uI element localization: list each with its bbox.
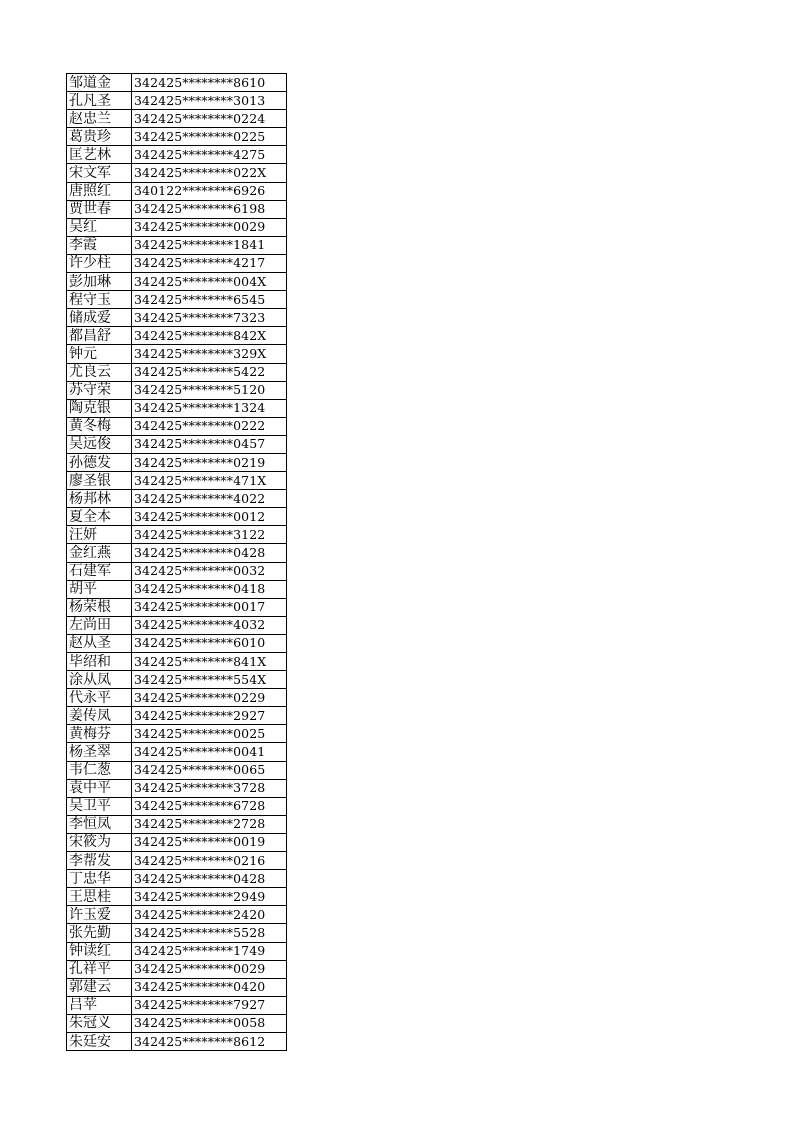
id-number-cell[interactable]: 342425********004X [132,273,287,291]
name-cell[interactable]: 代永平 [67,689,132,707]
table-row [67,1032,287,1050]
id-number-cell[interactable]: 342425********841X [132,653,287,671]
name-cell[interactable]: 左尚田 [67,616,132,634]
name-cell[interactable]: 程守玉 [67,291,132,309]
table-row [67,616,287,634]
id-number-cell[interactable]: 342425********0216 [132,852,287,870]
name-cell[interactable]: 宋筱为 [67,833,132,851]
table-row [67,761,287,779]
table-row [67,634,287,652]
table-row [67,345,287,363]
name-cell[interactable]: 李恒凤 [67,815,132,833]
name-cell[interactable]: 石建军 [67,562,132,580]
table-row [67,254,287,272]
table-row [67,653,287,671]
id-number-cell[interactable]: 342425********0457 [132,435,287,453]
id-number-cell[interactable]: 342425********6728 [132,797,287,815]
name-cell[interactable]: 赵忠兰 [67,110,132,128]
table-row [67,978,287,996]
table-row [67,833,287,851]
id-number-cell[interactable]: 342425********3013 [132,92,287,110]
table-row [67,110,287,128]
name-cell[interactable]: 邹道金 [67,74,132,92]
name-cell[interactable]: 苏守荣 [67,381,132,399]
name-cell[interactable]: 储成爱 [67,309,132,327]
name-cell[interactable]: 郭建云 [67,978,132,996]
name-cell[interactable]: 陶克银 [67,399,132,417]
name-cell[interactable]: 吕苹 [67,996,132,1014]
name-cell[interactable]: 许少柱 [67,254,132,272]
id-number-cell[interactable]: 342425********3728 [132,779,287,797]
id-number-cell[interactable]: 342425********4032 [132,616,287,634]
id-number-cell[interactable]: 342425********5422 [132,363,287,381]
table-row [67,580,287,598]
name-cell[interactable]: 都昌舒 [67,327,132,345]
table-row [67,146,287,164]
id-number-cell[interactable]: 342425********471X [132,472,287,490]
table-row [67,74,287,92]
table-row [67,273,287,291]
id-number-cell[interactable]: 342425********8610 [132,74,287,92]
name-cell[interactable]: 许玉爱 [67,906,132,924]
name-cell[interactable]: 韦仁葱 [67,761,132,779]
name-cell[interactable]: 袁中平 [67,779,132,797]
id-number-cell[interactable]: 342425********0225 [132,128,287,146]
table-row [67,544,287,562]
name-cell[interactable]: 涂从凤 [67,671,132,689]
name-cell[interactable]: 汪妍 [67,526,132,544]
name-cell[interactable]: 唐照红 [67,182,132,200]
table-row [67,92,287,110]
table-row [67,291,287,309]
name-cell[interactable]: 丁忠华 [67,870,132,888]
name-cell[interactable]: 杨荣根 [67,598,132,616]
person-id-table [66,73,287,1051]
id-number-cell[interactable]: 342425********0428 [132,544,287,562]
name-cell[interactable]: 廖圣银 [67,472,132,490]
id-number-cell[interactable]: 342425********0029 [132,218,287,236]
table-row [67,743,287,761]
table-row [67,707,287,725]
id-number-cell[interactable]: 342425********2728 [132,815,287,833]
id-number-cell[interactable]: 342425********0032 [132,562,287,580]
id-number-cell[interactable]: 342425********842X [132,327,287,345]
name-cell[interactable]: 胡平 [67,580,132,598]
table-row [67,508,287,526]
id-number-cell[interactable]: 342425********0058 [132,1014,287,1032]
table-row [67,200,287,218]
id-number-cell[interactable]: 342425********0428 [132,870,287,888]
id-number-cell[interactable]: 342425********1841 [132,236,287,254]
name-cell[interactable]: 彭加琳 [67,273,132,291]
id-number-cell[interactable]: 342425********0219 [132,453,287,471]
id-number-cell[interactable]: 342425********1324 [132,399,287,417]
table-row [67,435,287,453]
table-row [67,399,287,417]
name-cell[interactable]: 匡艺林 [67,146,132,164]
table-row [67,381,287,399]
table-row [67,888,287,906]
name-cell[interactable]: 姜传凤 [67,707,132,725]
table-row [67,852,287,870]
name-cell[interactable]: 朱廷安 [67,1032,132,1050]
id-number-cell[interactable]: 342425********0222 [132,417,287,435]
name-cell[interactable]: 孙德发 [67,453,132,471]
name-cell[interactable]: 钟元 [67,345,132,363]
table-row [67,996,287,1014]
table-row [67,1014,287,1032]
table-row [67,453,287,471]
name-cell[interactable]: 夏全本 [67,508,132,526]
table-row [67,327,287,345]
name-cell[interactable]: 张先勤 [67,924,132,942]
table-row [67,417,287,435]
id-number-cell[interactable]: 342425********0041 [132,743,287,761]
name-cell[interactable]: 黄梅芬 [67,725,132,743]
id-number-cell[interactable]: 342425********4275 [132,146,287,164]
table-row [67,363,287,381]
name-cell[interactable]: 金红燕 [67,544,132,562]
name-cell[interactable]: 王思桂 [67,888,132,906]
name-cell[interactable]: 李霞 [67,236,132,254]
id-number-cell[interactable]: 342425********0029 [132,960,287,978]
id-number-cell[interactable]: 342425********6198 [132,200,287,218]
id-number-cell[interactable]: 342425********4217 [132,254,287,272]
table-row [67,490,287,508]
id-number-cell[interactable]: 342425********0012 [132,508,287,526]
id-number-cell[interactable]: 342425********0025 [132,725,287,743]
name-cell[interactable]: 吴红 [67,218,132,236]
id-number-cell[interactable]: 342425********2949 [132,888,287,906]
name-cell[interactable]: 吴远俊 [67,435,132,453]
table-row [67,924,287,942]
table-row [67,870,287,888]
table-row [67,689,287,707]
name-cell[interactable]: 杨圣翠 [67,743,132,761]
id-number-cell[interactable]: 342425********554X [132,671,287,689]
id-number-cell[interactable]: 342425********8612 [132,1032,287,1050]
table-body [67,74,287,1051]
id-number-cell[interactable]: 342425********022X [132,164,287,182]
id-number-cell[interactable]: 342425********0065 [132,761,287,779]
id-number-cell[interactable]: 342425********329X [132,345,287,363]
id-number-cell[interactable]: 342425********5120 [132,381,287,399]
name-cell[interactable]: 杨邦林 [67,490,132,508]
id-number-cell[interactable]: 342425********0224 [132,110,287,128]
name-cell[interactable]: 孔祥平 [67,960,132,978]
id-number-cell[interactable]: 342425********2927 [132,707,287,725]
name-cell[interactable]: 吴卫平 [67,797,132,815]
id-number-cell[interactable]: 342425********5528 [132,924,287,942]
name-cell[interactable]: 朱冠义 [67,1014,132,1032]
id-number-cell[interactable]: 342425********0420 [132,978,287,996]
table-row [67,797,287,815]
table-row [67,472,287,490]
table-row [67,815,287,833]
id-number-cell[interactable]: 342425********0229 [132,689,287,707]
id-number-cell[interactable]: 342425********3122 [132,526,287,544]
id-number-cell[interactable]: 342425********0019 [132,833,287,851]
table-row [67,562,287,580]
id-number-cell[interactable]: 342425********1749 [132,942,287,960]
name-cell[interactable]: 毕绍和 [67,653,132,671]
table-row [67,725,287,743]
id-number-cell[interactable]: 342425********0418 [132,580,287,598]
table-row [67,942,287,960]
table-row [67,598,287,616]
id-number-cell[interactable]: 342425********6010 [132,634,287,652]
table-row [67,182,287,200]
id-number-cell[interactable]: 342425********0017 [132,598,287,616]
table-row [67,309,287,327]
name-cell[interactable]: 葛贵珍 [67,128,132,146]
table-row [67,960,287,978]
name-cell[interactable]: 孔凡圣 [67,92,132,110]
name-cell[interactable]: 贾世春 [67,200,132,218]
id-number-cell[interactable]: 342425********2420 [132,906,287,924]
id-number-cell[interactable]: 342425********6545 [132,291,287,309]
table-row [67,218,287,236]
name-cell[interactable]: 宋文军 [67,164,132,182]
table-row [67,128,287,146]
name-cell[interactable]: 黄冬梅 [67,417,132,435]
table-row [67,164,287,182]
id-number-cell[interactable]: 340122********6926 [132,182,287,200]
name-cell[interactable]: 尤良云 [67,363,132,381]
id-number-cell[interactable]: 342425********4022 [132,490,287,508]
table-row [67,526,287,544]
table-row [67,906,287,924]
name-cell[interactable]: 李帮发 [67,852,132,870]
name-cell[interactable]: 钟读红 [67,942,132,960]
table-row [67,671,287,689]
name-cell[interactable]: 赵从圣 [67,634,132,652]
id-number-cell[interactable]: 342425********7927 [132,996,287,1014]
id-number-cell[interactable]: 342425********7323 [132,309,287,327]
table-row [67,236,287,254]
table-row [67,779,287,797]
